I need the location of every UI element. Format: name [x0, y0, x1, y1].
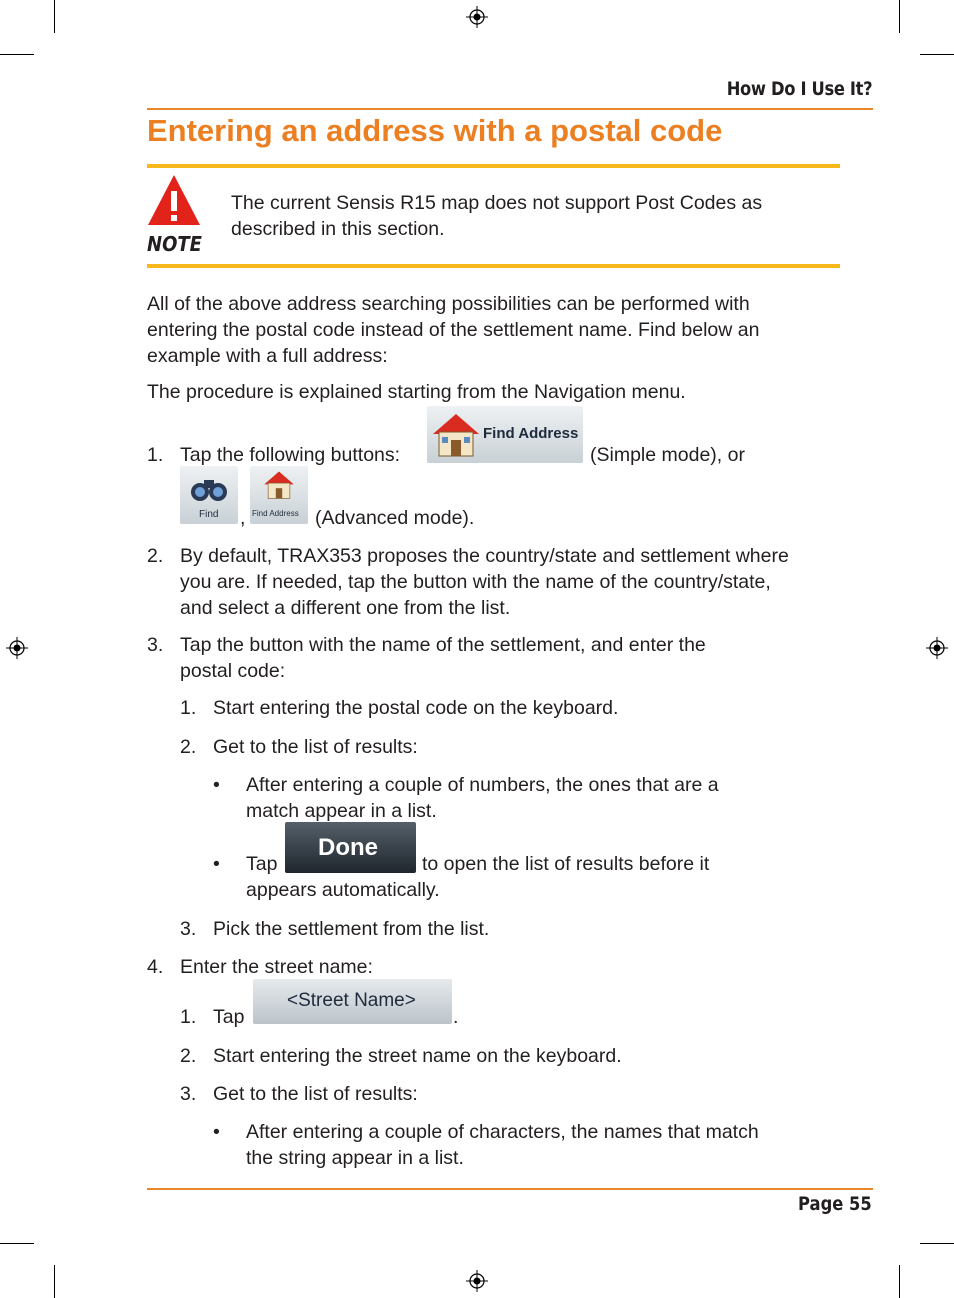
substep-number: 1.: [180, 1006, 197, 1028]
header-rule: [147, 108, 873, 110]
bullet-text: After entering a couple of numbers, the ones that are a match appear in a list.: [246, 774, 719, 822]
house-icon: [263, 470, 295, 500]
step-text: By default, TRAX353 proposes the country/state and settlement where you are. If needed, tap the button with the name of the country/state, and select a different one from the list.: [180, 545, 789, 619]
step-number: 2.: [147, 545, 164, 567]
street-name-button[interactable]: [253, 979, 452, 1024]
substep-number: 2.: [180, 736, 197, 758]
note-text: The current Sensis R15 map does not support Post Codes as described in this section.: [231, 192, 763, 240]
registration-mark-icon: [926, 637, 948, 659]
step-number: 1.: [147, 444, 164, 466]
note-top-bar: [147, 164, 840, 168]
step-number: 3.: [147, 634, 164, 656]
crop-mark: [0, 1243, 34, 1244]
bullet: •: [213, 1121, 220, 1143]
substep-number: 1.: [180, 697, 197, 719]
registration-mark-icon: [466, 1270, 488, 1292]
substep-number: 3.: [180, 918, 197, 940]
intro-paragraph: All of the above address searching possibilities can be performed with entering the postal code instead of the settlement name. Find below an example with a full address:: [147, 293, 760, 367]
house-icon: [431, 412, 481, 458]
substep-text: Tap: [213, 1006, 245, 1028]
crop-mark: [920, 1243, 954, 1244]
step-text: (Advanced mode).: [315, 507, 475, 529]
registration-mark-icon: [466, 6, 488, 28]
crop-mark: [920, 54, 954, 55]
substep-number: 3.: [180, 1083, 197, 1105]
note-label: NOTE: [147, 232, 202, 256]
substep-text: Start entering the street name on the keyboard.: [213, 1045, 622, 1067]
find-button-label: Find: [199, 509, 219, 520]
step-text: (Simple mode), or: [590, 444, 745, 466]
comma: ,: [240, 507, 246, 529]
crop-mark: [899, 1265, 900, 1298]
substep-text: Get to the list of results:: [213, 736, 418, 758]
crop-mark: [54, 0, 55, 33]
substep-text: Start entering the postal code on the keyboard.: [213, 697, 619, 719]
find-button[interactable]: [180, 466, 238, 524]
substep-text: Pick the settlement from the list.: [213, 918, 490, 940]
binoculars-icon: [188, 472, 230, 506]
page-number: Page 55: [798, 1193, 872, 1215]
bullet-text: to open the list of results before it: [422, 853, 710, 875]
step-text: Tap the button with the name of the settlement, and enter the postal code:: [180, 634, 706, 682]
done-button[interactable]: [285, 822, 416, 873]
find-address-small-button[interactable]: [250, 466, 308, 524]
done-button-label: Done: [318, 834, 378, 861]
crop-mark: [899, 0, 900, 33]
footer-rule: [147, 1188, 873, 1190]
running-header: How Do I Use It?: [726, 78, 872, 100]
step-text: Tap the following buttons:: [180, 444, 401, 466]
bullet-text: appears automatically.: [246, 879, 440, 901]
step-text: Enter the street name:: [180, 956, 373, 978]
page-title: Entering an address with a postal code: [147, 113, 723, 148]
registration-mark-icon: [6, 637, 28, 659]
substep-text: .: [453, 1006, 459, 1028]
intro-paragraph: The procedure is explained starting from the Navigation menu.: [147, 381, 686, 403]
bullet: •: [213, 853, 220, 875]
find-address-small-button-label: Find Address: [252, 509, 299, 518]
street-name-button-label: <Street Name>: [287, 990, 416, 1011]
bullet-text: After entering a couple of characters, the names that match the string appear in a list.: [246, 1121, 759, 1169]
find-address-button-label: Find Address: [483, 425, 579, 442]
warning-icon: [146, 173, 202, 227]
crop-mark: [0, 54, 34, 55]
substep-text: Get to the list of results:: [213, 1083, 418, 1105]
substep-number: 2.: [180, 1045, 197, 1067]
bullet: •: [213, 774, 220, 796]
find-address-button[interactable]: [427, 406, 583, 463]
note-bottom-bar: [147, 264, 840, 268]
bullet-text: Tap: [246, 853, 278, 875]
step-number: 4.: [147, 956, 164, 978]
crop-mark: [54, 1265, 55, 1298]
